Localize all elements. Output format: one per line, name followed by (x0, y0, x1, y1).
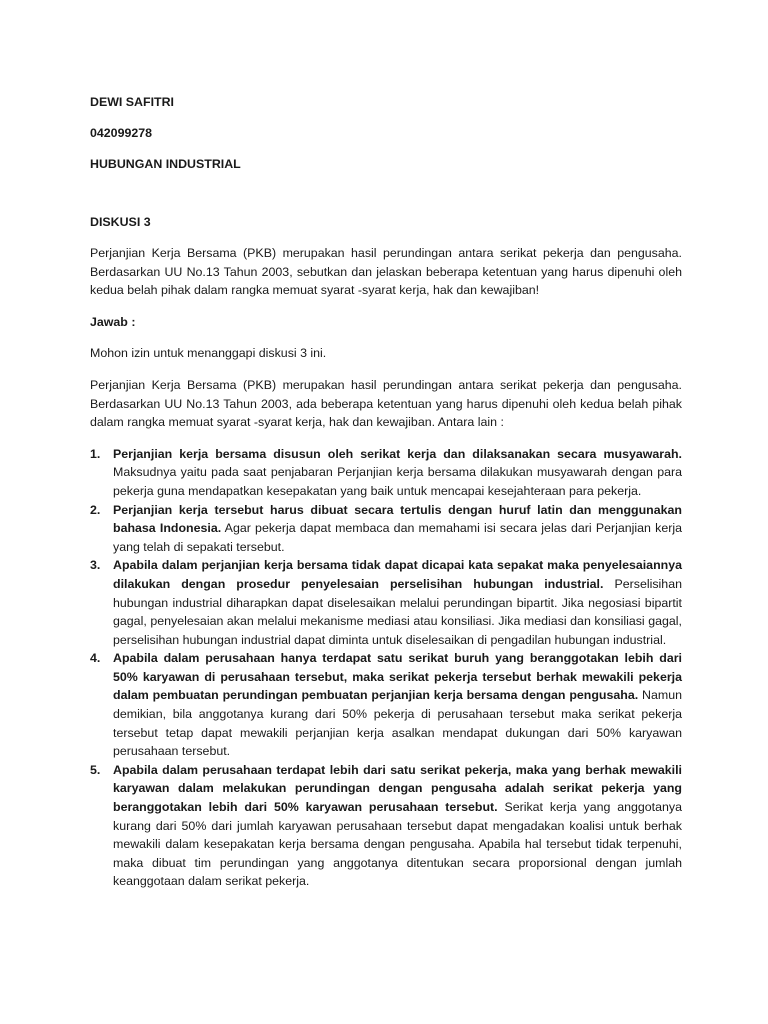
discussion-title: DISKUSI 3 (90, 215, 151, 229)
list-item (90, 556, 682, 649)
list-item-body: Namun demikian, bila anggotanya kurang dari 50% pekerja di perusahaan tersebut maka serikat pekerja tersebut tetap dapat mewakili perjanjian kerja asalkan mendapat dukungan dari 50% karyawan perusahaan tersebut. (113, 688, 682, 759)
list-item-body: Agar pekerja dapat membaca dan memahami isi secara jelas dari Perjanjian kerja yang telah di sepakati tersebut. (113, 521, 682, 554)
list-item-lead: Perjanjian kerja bersama disusun oleh serikat kerja dan dilaksanakan secara musyawarah. (113, 446, 682, 461)
provisions-list (90, 445, 682, 891)
list-item-body: Perselisihan hubungan industrial diharapkan dapat diselesaikan melalui perundingan bipartit. Jika negosiasi bipartit gagal, penyelesaian akan melalui mekanisme mediasi atau konsiliasi. Jika mediasi dan konsiliasi gagal, perselisihan hubungan industrial dapat diminta untuk diselesaikan di pengadilan hubungan industrial. (113, 576, 682, 647)
course-title: HUBUNGAN INDUSTRIAL (90, 157, 241, 171)
list-item-lead: Apabila dalam perjanjian kerja bersama tidak dapat dicapai kata sepakat maka penyelesaiannya dilakukan dengan prosedur penyelesaian perselisihan hubungan industrial. (113, 558, 682, 591)
list-item-body: Maksudnya yaitu pada saat penjabaran Perjanjian kerja bersama dilakukan musyawarah dengan para pekerja guna mendapatkan kesepakatan yang baik untuk mencapai kesejahteraan para pekerja. (113, 465, 682, 498)
list-item-number: 1. (90, 446, 101, 461)
list-item-lead: Perjanjian kerja tersebut harus dibuat secara tertulis dengan huruf latin dan menggunakan bahasa Indonesia. (113, 502, 682, 536)
author-name: DEWI SAFITRI (90, 95, 174, 109)
list-item (90, 445, 682, 501)
list-item-number: 4. (90, 651, 101, 666)
opening-paragraph: Mohon izin untuk menanggapi diskusi 3 ini. (90, 346, 327, 361)
student-id: 042099278 (90, 126, 153, 140)
list-item (90, 761, 682, 891)
list-item-number: 2. (90, 502, 101, 517)
answer-label: Jawab : (90, 314, 136, 329)
list-item-lead: Apabila dalam perusahaan hanya terdapat satu serikat buruh yang beranggotakan lebih dari 50% karyawan di perusahaan tersebut, maka serikat pekerja tersebut berhak mewakili pekerja dalam pembuatan perundingan pembuatan perjanjian kerja bersama dengan pengusaha. (113, 651, 682, 703)
question-paragraph: Perjanjian Kerja Bersama (PKB) merupakan hasil perundingan antara serikat pekerja dan pengusaha. Berdasarkan UU No.13 Tahun 2003, sebutkan dan jelaskan beberapa ketentuan yang harus dipenuhi oleh kedua belah pihak dalam rangka memuat syarat -syarat kerja, hak dan kewajiban! (90, 246, 682, 298)
list-item-number: 5. (90, 762, 101, 777)
list-item-body: Serikat kerja yang anggotanya kurang dari 50% dari jumlah karyawan perusahaan tersebut dapat mengadakan koalisi untuk berhak mewakili dalam kesepakatan kerja bersama dengan pengusaha. Apabila hal tersebut tidak terpenuhi, maka dibuat tim perundingan yang anggotanya ditentukan secara proporsional dengan jumlah keanggotaan dalam serikat pekerja. (113, 800, 682, 889)
list-item-lead: Apabila dalam perusahaan terdapat lebih dari satu serikat pekerja, maka yang berhak mewakili karyawan dalam melakukan perundingan dengan pengusaha adalah serikat pekerja yang beranggotakan lebih dari 50% karyawan perusahaan tersebut. (113, 762, 682, 815)
list-item (90, 649, 682, 761)
list-item (90, 501, 682, 557)
list-item-number: 3. (90, 558, 101, 573)
intro-paragraph: Perjanjian Kerja Bersama (PKB) merupakan hasil perundingan antara serikat pekerja dan pengusaha. Berdasarkan UU No.13 Tahun 2003, ada beberapa ketentuan yang harus dipenuhi oleh kedua belah pihak dalam rangka memuat syarat -syarat kerja, hak dan kewajiban. Antara lain : (90, 377, 682, 430)
